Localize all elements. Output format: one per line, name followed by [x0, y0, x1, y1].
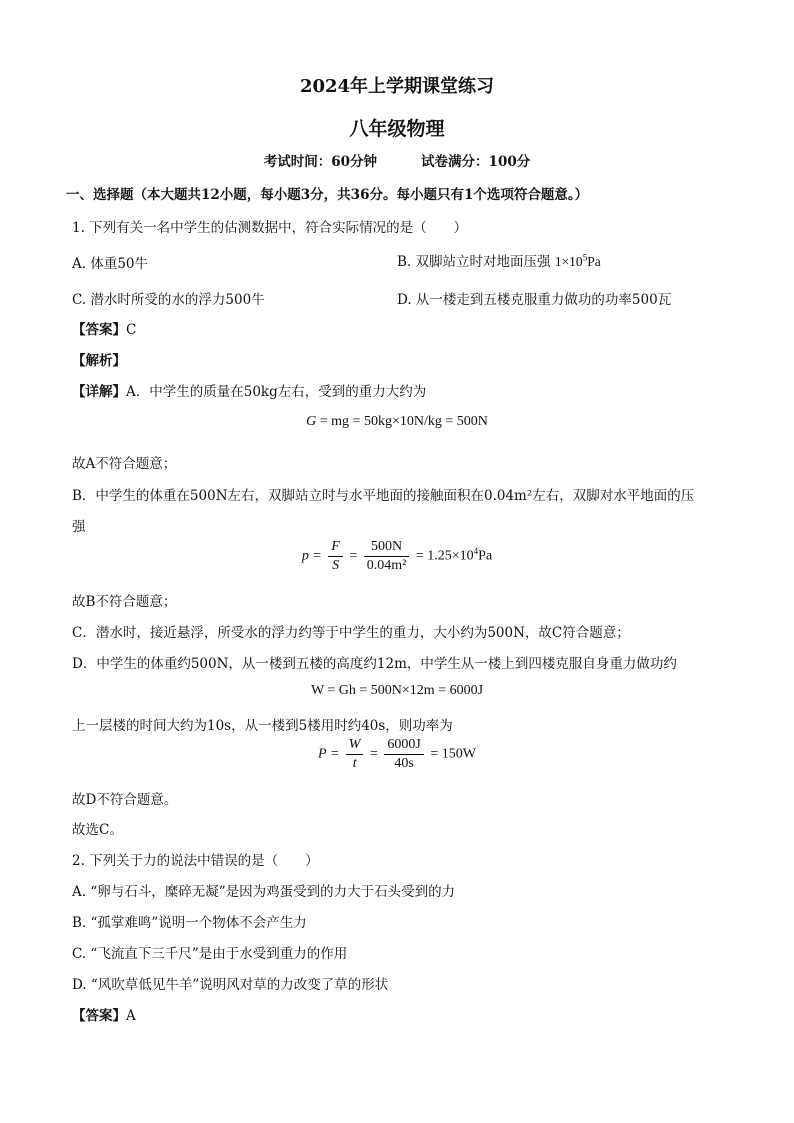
- q1-stem: 1. 下列有关一名中学生的估测数据中，符合实际情况的是（ ）: [72, 220, 468, 236]
- formula-pressure-unit: Pa: [478, 548, 493, 564]
- exam-meta: [0, 150, 794, 170]
- q1-option-b-value: 1×10: [554, 254, 583, 269]
- q2-option-a: A. “卵与石斗，糜碎无凝”是因为鸡蛋受到的力大于石头受到的力: [72, 884, 456, 900]
- section-heading: 一、选择题（本大题共12小题，每小题3分，共36分。每小题只有1个选项符合题意。）: [66, 187, 589, 203]
- formula-pressure-exp: 4: [473, 546, 479, 557]
- q2-option-b: B. “孤掌难鸣”说明一个物体不会产生力: [72, 915, 307, 931]
- answer-value: C: [126, 322, 137, 338]
- formula-gravity: [0, 414, 794, 430]
- q1-detail-d: D．中学生的体重约500N，从一楼到五楼的高度约12m，中学生从一楼上到四楼克服自身重力做功约: [72, 656, 677, 672]
- q1-option-d: D. 从一楼走到五楼克服重力做功的功率500瓦: [397, 292, 672, 308]
- q2-stem: 2. 下列关于力的说法中错误的是（ ）: [72, 853, 319, 869]
- answer-label: 【答案】: [72, 322, 126, 338]
- page-subtitle: 八年级物理: [349, 118, 445, 140]
- q1-analysis-label: 【解析】: [72, 353, 126, 369]
- q1-answer: [72, 318, 136, 338]
- q1-option-b-exp: 5: [582, 252, 588, 263]
- formula-gravity-rhs: = mg = 50kg×10N/kg = 500N: [316, 414, 488, 429]
- q1-option-a: A. 体重50牛: [72, 256, 149, 272]
- q2-option-d: D. “风吹草低见牛羊”说明风对草的力改变了草的形状: [72, 977, 389, 993]
- q1-detail-a: [72, 380, 426, 400]
- q1-option-b-text: B. 双脚站立时对地面压强: [397, 254, 551, 270]
- q1-b-conclusion: 故B不符合题意；: [72, 594, 177, 610]
- q1-option-c: C. 潜水时所受的水的浮力500牛: [72, 292, 265, 308]
- formula-power-rhs: = 150W: [430, 746, 476, 762]
- q1-detail-b: B．中学生的体重在500N左右，双脚站立时与水平地面的接触面积在0.04m²左右，双脚对水平地面的压: [72, 488, 695, 504]
- formula-gravity-lhs: G: [306, 414, 317, 429]
- q1-option-b-unit: Pa: [587, 254, 601, 269]
- q1-d-conclusion: 故D不符合题意。: [72, 792, 178, 808]
- fraction-w-over-t: $\frac{W}{t}$: [346, 736, 364, 773]
- formula-power-lhs: P =: [318, 746, 343, 762]
- formula-pressure: p = $\frac{F}{S}$ = $\frac{500N}{\text{0.04m²}}$ = $1.25\times 10^4Pa$: [301, 539, 493, 573]
- q1-final: 故选C。: [72, 822, 123, 838]
- page-title: 2024年上学期课堂练习: [299, 76, 495, 97]
- q2-answer: [72, 1004, 136, 1024]
- formula-work: W = Gh = 500N×12m = 6000J: [310, 683, 484, 698]
- fraction-f-over-s: $\frac{F}{S}$: [328, 538, 343, 575]
- q1-detail-d-cont: 上一层楼的时间大约为10s，从一楼到5楼用时约40s，则功率为: [72, 718, 453, 734]
- q1-option-b: [397, 250, 601, 270]
- detail-a-text: A．中学生的质量在50kg左右，受到的重力大约为: [126, 384, 427, 400]
- detail-label: 【详解】: [72, 384, 126, 400]
- q1-detail-c: C．潜水时，接近悬浮，所受水的浮力约等于中学生的重力，大小约为500N，故C符合题意；: [72, 625, 630, 641]
- formula-pressure-lhs: p =: [301, 548, 326, 564]
- q1-detail-b-cont: 强: [72, 519, 86, 535]
- q1-a-conclusion: 故A不符合题意；: [72, 456, 177, 472]
- full-score: 试卷满分：100分: [421, 154, 531, 170]
- exam-time: 考试时间：60分钟: [263, 154, 378, 170]
- fraction-500n-over-area: $\frac{500N}{\text{0.04m²}}$: [364, 538, 410, 575]
- formula-pressure-rhs: = 1.25×10: [415, 548, 474, 564]
- q2-option-c: C. “飞流直下三千尺”是由于水受到重力的作用: [72, 946, 348, 962]
- answer-value: A: [126, 1008, 136, 1024]
- answer-label: 【答案】: [72, 1008, 126, 1024]
- fraction-6000j-over-40s: $\frac{6000J}{40s}$: [384, 736, 423, 773]
- formula-power: P = $\frac{W}{t}$ = $\frac{6000J}{40s}$ = 150W: [318, 737, 476, 771]
